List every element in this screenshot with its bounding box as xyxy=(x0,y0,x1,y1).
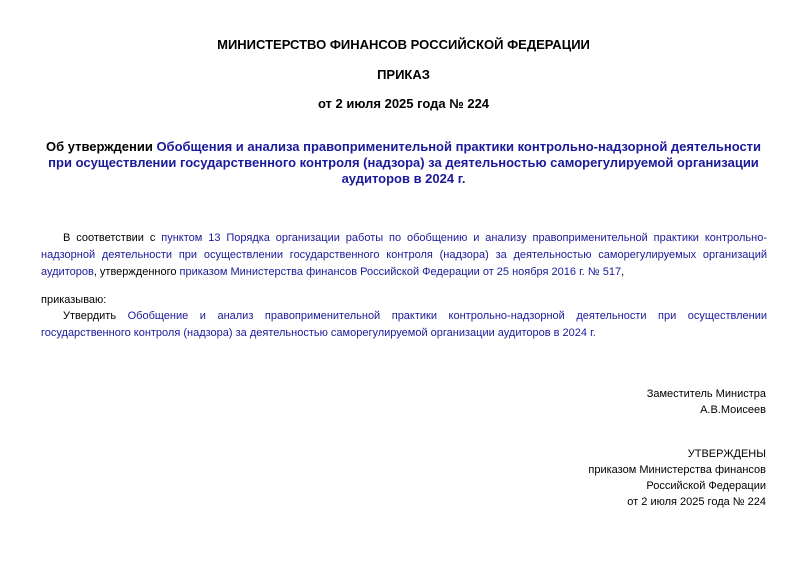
document-title xyxy=(40,139,767,187)
command-word: приказываю: xyxy=(41,294,107,306)
preamble-text-3: , xyxy=(621,266,625,278)
approve-text: Утвердить xyxy=(63,310,128,322)
approve-paragraph xyxy=(41,308,767,342)
preamble-paragraph xyxy=(41,230,767,281)
approval-date-line: от 2 июля 2025 года № 224 xyxy=(627,496,766,508)
doc-type-heading: ПРИКАЗ xyxy=(377,67,430,82)
approval-order-line: приказом Министерства финансов xyxy=(588,464,766,476)
approval-title: УТВЕРЖДЕНЫ xyxy=(687,448,766,460)
preamble-text-2: , утвержденного xyxy=(93,266,180,278)
preamble-text-1: В соответствии с xyxy=(63,232,162,244)
approve-link[interactable]: Обобщение и анализ правоприменительной практики контрольно-надзорной деятельности при осуществлении государственного контроля (надзора) за деятельностью саморегулируемой организации аудиторов в 2024 г. xyxy=(41,310,767,339)
preamble-link-minfin-order[interactable]: приказом Министерства финансов Российской Федерации от 25 ноября 2016 г. № 517 xyxy=(179,266,622,278)
title-link[interactable]: Обобщения и анализа правоприменительной практики контрольно-надзорной деятельности при осуществлении государственного контроля (надзора) за деятельностью саморегулируемой организации аудиторов в 2024 г. xyxy=(48,139,762,186)
date-number-heading: от 2 июля 2025 года № 224 xyxy=(317,96,490,111)
ministry-heading: МИНИСТЕРСТВО ФИНАНСОВ РОССИЙСКОЙ ФЕДЕРАЦИИ xyxy=(217,37,590,52)
title-prefix: Об утверждении xyxy=(45,139,157,154)
approval-federation-line: Российской Федерации xyxy=(646,480,766,492)
signer-position: Заместитель Министра xyxy=(646,388,766,400)
signer-name: А.В.Моисеев xyxy=(700,404,766,416)
preamble-link-order-procedure[interactable]: пунктом 13 Порядка организации работы по обобщению и анализу правоприменительной практики контрольно-надзорной деятельности при осуществлении государственного контроля (надзора) за деятельностью саморегулируемых организаций аудиторов xyxy=(41,232,768,278)
